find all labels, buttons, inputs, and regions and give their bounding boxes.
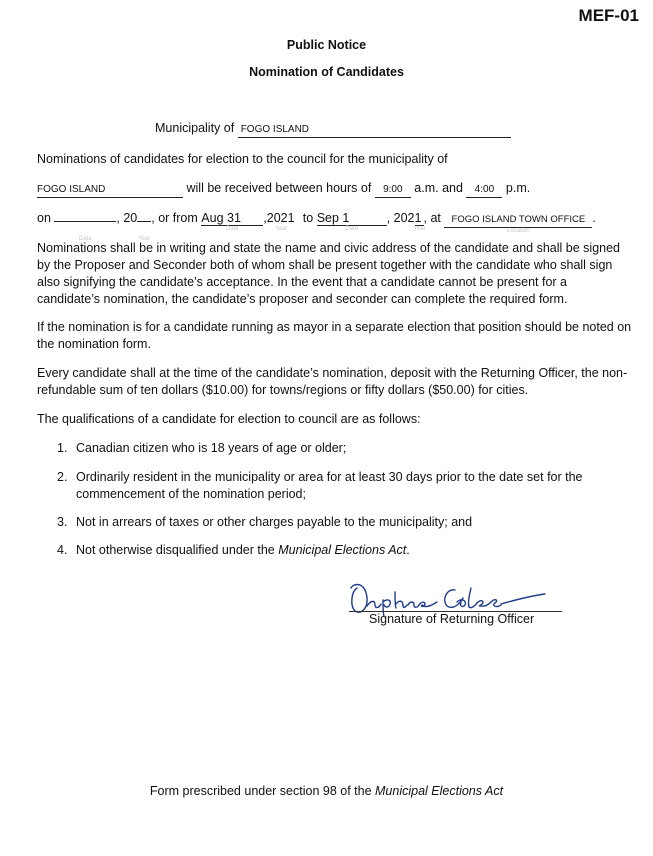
to-year-field: 1 Year bbox=[413, 211, 426, 232]
paragraph-deposit: Every candidate shall at the time of the candidate’s nomination, deposit with the Returning Officer, the non-refundable sum of ten dollars ($10.00) for towns/regions or fifty dollars ($50.00) for cities. bbox=[37, 366, 628, 397]
municipality-line bbox=[155, 121, 511, 138]
date-on: on bbox=[37, 211, 51, 225]
list-item: 2. Ordinarily resident in the municipality or area for at least 30 days prior to the date set for the commencement of the nomination period; bbox=[57, 470, 583, 501]
from-date-value: Aug 31 bbox=[201, 211, 241, 225]
list-item: 3. Not in arrears of taxes or other charges payable to the municipality; and bbox=[57, 515, 473, 529]
from-date-field: Aug 31 Date bbox=[201, 211, 263, 226]
location-value: FOGO ISLAND TOWN OFFICE bbox=[451, 214, 586, 225]
am-time-field bbox=[375, 183, 411, 198]
at-text: , at bbox=[423, 211, 441, 225]
year-prefix: 20 bbox=[123, 211, 138, 225]
list-item: 1. Canadian citizen who is 18 years of age or older; bbox=[57, 441, 347, 455]
paragraph-mayor: If the nomination is for a candidate running as mayor in a separate election that position should be noted on the nomination form. bbox=[37, 320, 632, 351]
municipality-value: FOGO ISLAND bbox=[240, 124, 310, 135]
year-blank-field bbox=[137, 221, 151, 242]
from-year-field: ,2021 Year bbox=[263, 211, 295, 232]
pm-time-field bbox=[466, 183, 502, 198]
paragraph-qualifications-intro: The qualifications of a candidate for election to council are as follows: bbox=[37, 412, 421, 426]
hours-text-1: will be received between hours of bbox=[186, 181, 372, 195]
pm-time-value: 4:00 bbox=[474, 184, 495, 195]
hours-line bbox=[37, 181, 530, 198]
signature-caption: Signature of Returning Officer bbox=[369, 612, 535, 626]
list-item: 4. Not otherwise disqualified under the Municipal Elections Act. bbox=[57, 543, 410, 557]
hours-text-2: a.m. and bbox=[414, 181, 463, 195]
to-date-value: Sep 1 bbox=[316, 211, 350, 225]
hours-municipality-value: FOGO ISLAND bbox=[37, 184, 106, 195]
location-field bbox=[444, 213, 592, 234]
municipality-label: Municipality of bbox=[155, 121, 235, 135]
from-year-value: ,2021 bbox=[263, 211, 295, 225]
form-code: MEF-01 bbox=[578, 6, 639, 25]
or-from-text: , or from bbox=[151, 211, 198, 225]
to-year-value: 1 bbox=[414, 211, 422, 225]
to-text: to bbox=[302, 211, 314, 225]
am-time-value: 9:00 bbox=[383, 184, 403, 195]
date-blank-field bbox=[54, 221, 116, 242]
notice-title: Public Notice bbox=[286, 38, 367, 52]
year-caption: Year bbox=[138, 236, 151, 242]
municipality-field bbox=[238, 123, 511, 138]
intro-line: Nominations of candidates for election to the council for the municipality of bbox=[37, 152, 448, 166]
footer-note: Form prescribed under section 98 of the Municipal Elections Act bbox=[149, 784, 504, 798]
notice-subtitle: Nomination of Candidates bbox=[249, 65, 404, 79]
to-date-field: Sep 1 Date bbox=[317, 211, 387, 226]
date-caption: Date bbox=[79, 236, 92, 242]
paragraph-nomination-rules: Nominations shall be in writing and state the name and civic address of the candidate and shall be signed by the Proposer and Seconder both of whom shall be present together with the candidate who shall sign also signifying the candidate’s acceptance. In the event that a candidate cannot be present for a candidate’s nomination, the candidate’s proposer and seconder can complete the required form. bbox=[37, 241, 620, 306]
hours-text-3: p.m. bbox=[505, 181, 531, 195]
location-caption: Location bbox=[507, 228, 530, 234]
hours-municipality-field bbox=[37, 183, 183, 198]
date-line: on Date , 20 Year , or from Aug 31 Date ,2021 Year to Sep 1 Date , 2021 Year , at FOGO ISLAND TOWN OFFICE Location . bbox=[37, 211, 596, 242]
